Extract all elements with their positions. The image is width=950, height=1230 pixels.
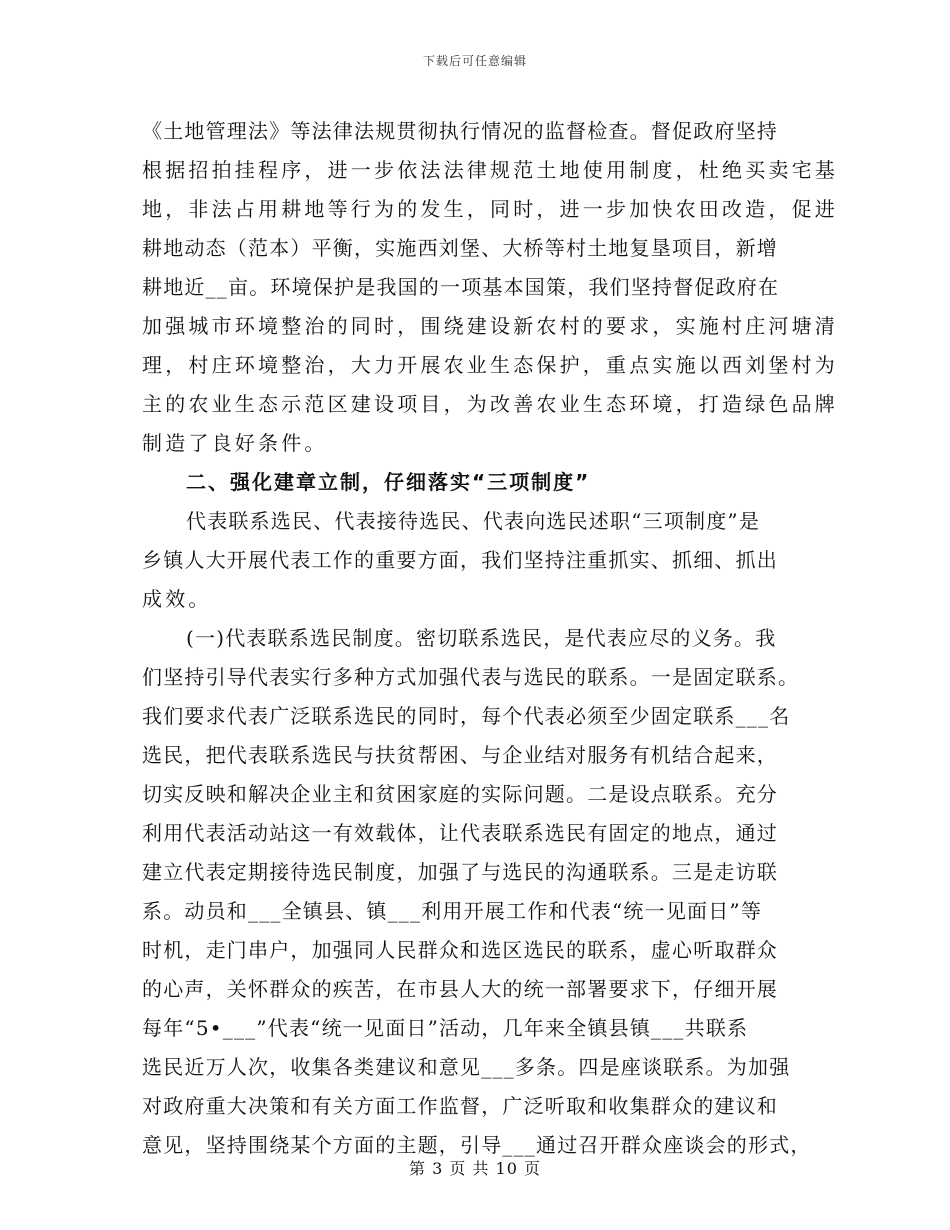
body-line: 系。动员和___全镇县、镇___利用开展工作和代表“统一见面日”等 [142,899,763,923]
page-header-note: 下载后可任意编辑 [422,54,527,68]
section-heading: 二、强化建章立制，仔细落实“三项制度” [186,470,591,494]
body-line: 根据招拍挂程序，进一步依法法律规范土地使用制度，杜绝买卖宅基 [142,158,838,182]
body-line: (一)代表联系选民制度。密切联系选民，是代表应尽的义务。我 [186,626,777,650]
body-line: 选民，把代表联系选民与扶贫帮困、与企业结对服务有机结合起来， [142,743,778,767]
body-line: 每年“5•___”代表“统一见面日”活动，几年来全镇县镇___共联系 [142,1016,749,1040]
body-line: 建立代表定期接待选民制度，加强了与选民的沟通联系。三是走访联 [142,860,778,884]
body-line: 加强城市环境整治的同时，围绕建设新农村的要求，实施村庄河塘清 [142,314,838,338]
body-line: 乡镇人大开展代表工作的重要方面，我们坚持注重抓实、抓细、抓出 [142,548,778,572]
body-line: 时机，走门串户，加强同人民群众和选区选民的联系，虚心听取群众 [142,938,778,962]
body-line: 利用代表活动站这一有效载体，让代表联系选民有固定的地点，通过 [142,821,778,845]
document-body [142,112,838,1165]
body-line: 理，村庄环境整治，大力开展农业生态保护，重点实施以西刘堡村为 [142,353,838,377]
body-line: 《土地管理法》等法律法规贯彻执行情况的监督检查。督促政府坚持 [142,119,778,143]
body-line: 制造了良好条件。 [142,431,328,455]
page-number: 第 3 页 共 10 页 [409,1159,541,1178]
body-line: 主的农业生态示范区建设项目，为改善农业生态环境，打造绿色品牌 [142,392,838,416]
body-line: 成效。 [142,587,212,611]
body-line: 们坚持引导代表实行多种方式加强代表与选民的联系。一是固定联系。 [142,665,800,689]
body-line: 我们要求代表广泛联系选民的同时，每个代表必须至少固定联系___名 [142,704,791,728]
body-line: 意见，坚持围绕某个方面的主题，引导___通过召开群众座谈会的形式， [142,1133,812,1157]
body-line: 耕地动态（范本）平衡，实施西刘堡、大桥等村土地复垦项目，新增 [142,236,778,260]
body-line: 耕地近__亩。环境保护是我国的一项基本国策，我们坚持督促政府在 [142,275,780,299]
body-line: 代表联系选民、代表接待选民、代表向选民述职“三项制度”是 [186,509,761,533]
body-line: 切实反映和解决企业主和贫困家庭的实际问题。二是设点联系。充分 [142,782,778,806]
body-line: 选民近万人次，收集各类建议和意见___多条。四是座谈联系。为加强 [142,1055,791,1079]
body-line: 地，非法占用耕地等行为的发生，同时，进一步加快农田改造，促进 [142,197,838,221]
body-line: 的心声，关怀群众的疾苦，在市县人大的统一部署要求下，仔细开展 [142,977,778,1001]
body-line: 对政府重大决策和有关方面工作监督，广泛听取和收集群众的建议和 [142,1094,778,1118]
